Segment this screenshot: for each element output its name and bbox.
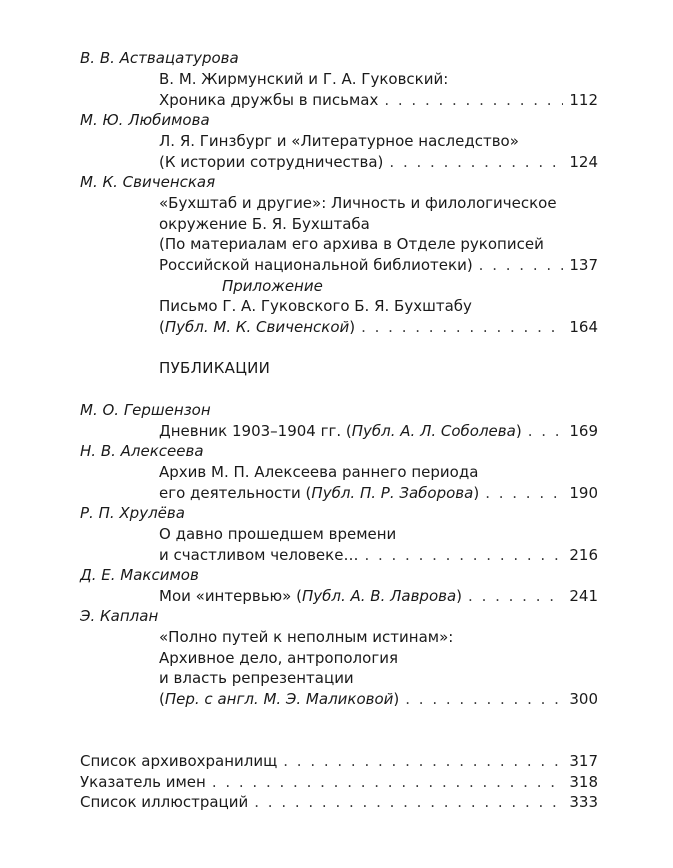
dot-leader bbox=[479, 255, 564, 275]
toc-entry-title: и счастливом человеке… bbox=[159, 546, 359, 564]
toc-entry-line: Архив М. П. Алексеева раннего периода bbox=[159, 463, 479, 481]
toc-entry-line: окружение Б. Я. Бухштаба bbox=[159, 215, 370, 233]
toc-entry-line: Л. Я. Гинзбург и «Литературное наследство» bbox=[159, 132, 519, 150]
toc-author: Э. Каплан bbox=[80, 607, 159, 625]
dot-leader bbox=[485, 483, 563, 503]
page-number: 241 bbox=[569, 587, 598, 605]
page-number: 164 bbox=[569, 318, 598, 336]
toc-entry-line: Письмо Г. А. Гуковского Б. Я. Бухштабу bbox=[159, 297, 472, 315]
dot-leader bbox=[384, 90, 563, 110]
toc-entry-title: Список иллюстраций bbox=[80, 793, 249, 811]
dot-leader bbox=[389, 152, 563, 172]
toc-entry-line: Архивное дело, антропология bbox=[159, 649, 398, 667]
toc-entry-line: «Бухштаб и другие»: Личность и филологическое bbox=[159, 194, 557, 212]
toc-entry-line[interactable] bbox=[159, 421, 598, 441]
toc-entry-line: В. М. Жирмунский и Г. А. Гуковский: bbox=[159, 70, 449, 88]
dot-leader bbox=[361, 317, 563, 337]
toc-entry-title: (К истории сотрудничества) bbox=[159, 153, 384, 171]
page-number: 124 bbox=[569, 153, 598, 171]
toc-entry-line[interactable] bbox=[159, 483, 598, 503]
dot-leader bbox=[254, 792, 563, 812]
toc-entry-title: (Пер. с англ. М. Э. Маликовой) bbox=[159, 690, 400, 708]
toc-entry-line[interactable] bbox=[159, 689, 598, 709]
toc-author: М. О. Гершензон bbox=[80, 401, 211, 419]
page-number: 317 bbox=[569, 752, 598, 770]
toc-entry-line[interactable] bbox=[159, 152, 598, 172]
toc-tail-entry[interactable] bbox=[80, 751, 598, 771]
toc-entry-line[interactable] bbox=[159, 317, 598, 337]
section-title: ПУБЛИКАЦИИ bbox=[159, 359, 271, 377]
toc-tail-entry[interactable] bbox=[80, 792, 598, 812]
toc-entry-line: и власть репрезентации bbox=[159, 669, 354, 687]
toc-entry-title: Мои «интервью» (Публ. А. В. Лаврова) bbox=[159, 587, 463, 605]
toc-entry-line[interactable] bbox=[159, 90, 598, 110]
dot-leader bbox=[364, 545, 563, 565]
page-number: 190 bbox=[569, 484, 598, 502]
page-number: 137 bbox=[569, 256, 598, 274]
toc-entry-title: его деятельности (Публ. П. Р. Заборова) bbox=[159, 484, 480, 502]
dot-leader bbox=[528, 421, 564, 441]
toc-entry-title: (Публ. М. К. Свиченской) bbox=[159, 318, 356, 336]
toc-author: Н. В. Алексеева bbox=[80, 442, 204, 460]
toc-entry-line: О давно прошедшем времени bbox=[159, 525, 397, 543]
toc-author: Д. Е. Максимов bbox=[80, 566, 199, 584]
dot-leader bbox=[405, 689, 563, 709]
toc-tail-entry[interactable] bbox=[80, 772, 598, 792]
toc-entry-line[interactable] bbox=[159, 586, 598, 606]
toc-entry-title: Хроника дружбы в письмах bbox=[159, 91, 379, 109]
toc-author: В. В. Аствацатурова bbox=[80, 49, 239, 67]
dot-leader bbox=[283, 751, 563, 771]
appendix-label: Приложение bbox=[222, 277, 323, 295]
dot-leader bbox=[212, 772, 564, 792]
toc-author: М. Ю. Любимова bbox=[80, 111, 210, 129]
page-number: 318 bbox=[569, 773, 598, 791]
toc-entry-line: «Полно путей к неполным истинам»: bbox=[159, 628, 454, 646]
toc-entry-line: (По материалам его архива в Отделе рукописей bbox=[159, 235, 544, 253]
toc-entry-line[interactable] bbox=[159, 545, 598, 565]
toc-entry-title: Дневник 1903–1904 гг. (Публ. А. Л. Соболева) bbox=[159, 422, 522, 440]
dot-leader bbox=[468, 586, 563, 606]
toc-entry-line[interactable] bbox=[159, 255, 598, 275]
toc-author: Р. П. Хрулёва bbox=[80, 504, 185, 522]
page-number: 333 bbox=[569, 793, 598, 811]
page-number: 216 bbox=[569, 546, 598, 564]
page-number: 112 bbox=[569, 91, 598, 109]
toc-entry-title: Указатель имен bbox=[80, 773, 206, 791]
page-number: 300 bbox=[569, 690, 598, 708]
toc-entry-title: Российской национальной библиотеки) bbox=[159, 256, 473, 274]
toc-entry-title: Список архивохранилищ bbox=[80, 752, 278, 770]
toc-author: М. К. Свиченская bbox=[80, 173, 216, 191]
page-number: 169 bbox=[569, 422, 598, 440]
